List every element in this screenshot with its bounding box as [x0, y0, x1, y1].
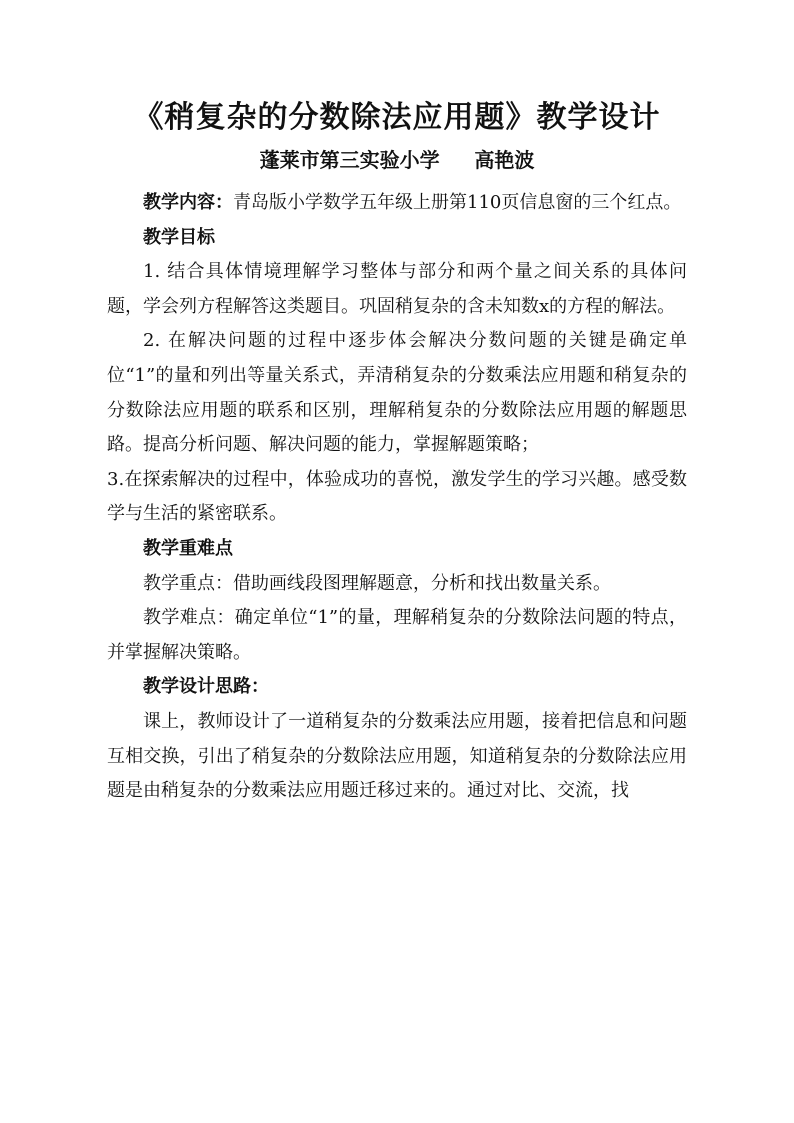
document-body — [107, 186, 687, 809]
document-title: 《稍复杂的分数除法应用题》教学设计 — [133, 100, 661, 135]
goal-1-paragraph: 1. 结合具体情境理解学习整体与部分和两个量之间关系的具体问题，学会列方程解答这类题目。巩固稍复杂的含未知数x的方程的解法。 — [107, 261, 687, 317]
teaching-content-paragraph — [107, 186, 687, 221]
design-paragraph: 课上，教师设计了一道稍复杂的分数乘法应用题，接着把信息和问题互相交换，引出了稍复杂的分数除法应用题，知道稍复杂的分数除法应用题是由稍复杂的分数乘法应用题迁移过来的。通过对比、交流，找 — [107, 710, 687, 802]
author-line: 蓬莱市第三实验小学 高艳波 — [259, 148, 535, 172]
difficult-point-paragraph: 教学难点：确定单位“1”的量，理解稍复杂的分数除法问题的特点，并掌握解决策略。 — [107, 607, 687, 663]
goal-2-paragraph: 2. 在解决问题的过程中逐步体会解决分数问题的关键是确定单位“1”的量和列出等量关系式，弄清稍复杂的分数乘法应用题和稍复杂的分数除法应用题的联系和区别，理解稍复杂的分数除法应用题的解题思路。提高分析问题、解决问题的能力，掌握解题策略； — [107, 330, 687, 456]
teaching-content-label: 教学内容： — [143, 192, 233, 213]
key-point-paragraph: 教学重点：借助画线段图理解题意，分析和找出数量关系。 — [143, 572, 611, 594]
design-heading: 教学设计思路： — [143, 676, 269, 698]
goal-3-paragraph: 3.在探索解决的过程中，体验成功的喜悦，激发学生的学习兴趣。感受数学与生活的紧密联系。 — [107, 468, 687, 525]
key-difficult-heading: 教学重难点 — [143, 537, 233, 559]
goals-heading: 教学目标 — [143, 226, 215, 248]
teaching-content-text: 青岛版小学数学五年级上册第110页信息窗的三个红点。 — [233, 192, 682, 213]
